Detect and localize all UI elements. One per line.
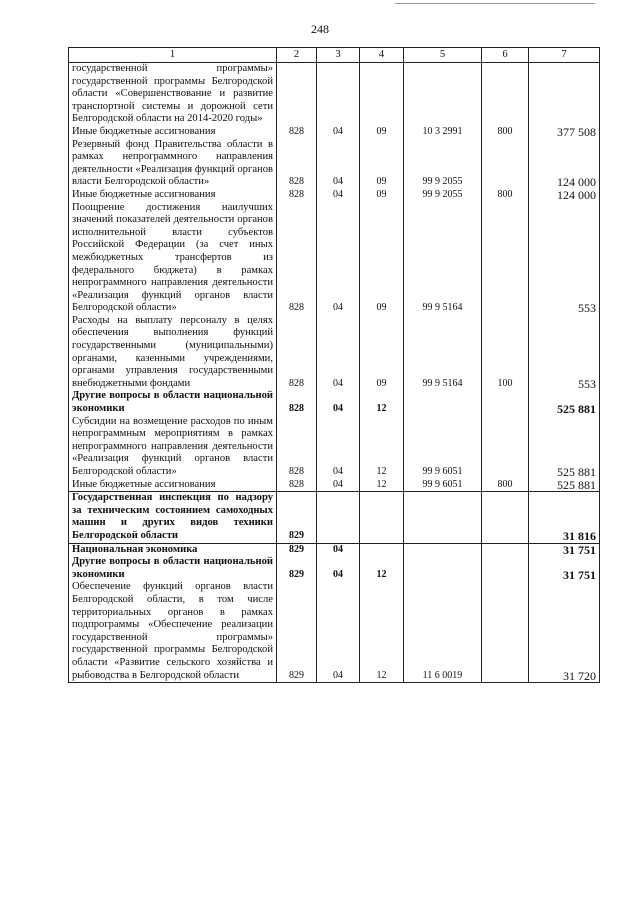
cell-target-article: 99 9 5164 bbox=[404, 315, 482, 391]
col-header-2: 2 bbox=[277, 48, 317, 63]
cell-subsection bbox=[360, 543, 404, 556]
cell-description: Поощрение достижения наилучших значений показателей деятельности органов исполнительной власти субъектов Российской Федерации (за счет иных межбюджетных трансфертов из федерального бюджета) в рамках непрограммного направления деятельности «Реализация функций органов власти Белгородской области» bbox=[69, 202, 277, 315]
table-row bbox=[69, 416, 600, 479]
cell-admin-code: 829 bbox=[277, 581, 317, 682]
cell-amount: 525 881 bbox=[529, 390, 600, 415]
cell-expense-type bbox=[482, 416, 529, 479]
table-row bbox=[69, 126, 600, 139]
cell-description: Обеспечение функций органов власти Белгородской области, в том числе территориальных органов в рамках подпрограммы «Обеспечение реализации государственной программы» государственной программы Белгородской области «Развитие сельского хозяйства и рыбоводства в Белгородской области bbox=[69, 581, 277, 682]
table-row bbox=[69, 315, 600, 391]
cell-section: 04 bbox=[317, 139, 360, 189]
col-header-1: 1 bbox=[69, 48, 277, 63]
header-row bbox=[69, 48, 600, 63]
col-header-5: 5 bbox=[404, 48, 482, 63]
cell-section bbox=[317, 63, 360, 126]
cell-expense-type bbox=[482, 202, 529, 315]
cell-admin-code: 829 bbox=[277, 543, 317, 556]
cell-target-article: 99 9 2055 bbox=[404, 189, 482, 202]
cell-description: Резервный фонд Правительства области в рамках непрограммного направления деятельности «Реализация функций органов власти Белгородской области» bbox=[69, 139, 277, 189]
table-row bbox=[69, 492, 600, 543]
cell-target-article: 99 9 2055 bbox=[404, 139, 482, 189]
cell-subsection: 09 bbox=[360, 139, 404, 189]
cell-subsection: 09 bbox=[360, 189, 404, 202]
cell-expense-type bbox=[482, 390, 529, 415]
cell-description: Другие вопросы в области национальной экономики bbox=[69, 390, 277, 415]
cell-admin-code: 829 bbox=[277, 492, 317, 543]
cell-admin-code bbox=[277, 63, 317, 126]
cell-subsection: 12 bbox=[360, 556, 404, 581]
cell-amount: 31 816 bbox=[529, 492, 600, 543]
cell-target-article bbox=[404, 556, 482, 581]
cell-admin-code: 828 bbox=[277, 315, 317, 391]
col-header-3: 3 bbox=[317, 48, 360, 63]
cell-subsection: 12 bbox=[360, 416, 404, 479]
cell-admin-code: 828 bbox=[277, 416, 317, 479]
cell-admin-code: 828 bbox=[277, 189, 317, 202]
cell-amount: 31 751 bbox=[529, 556, 600, 581]
cell-description: государственной программы» государственной программы Белгородской области «Совершенствование и развитие транспортной системы и дорожной сети Белгородской области на 2014-2020 годы» bbox=[69, 63, 277, 126]
cell-admin-code: 828 bbox=[277, 126, 317, 139]
col-header-4: 4 bbox=[360, 48, 404, 63]
cell-description: Государственная инспекция по надзору за техническим состоянием самоходных машин и других видов техники Белгородской области bbox=[69, 492, 277, 543]
cell-amount: 124 000 bbox=[529, 189, 600, 202]
cell-target-article bbox=[404, 492, 482, 543]
cell-expense-type: 100 bbox=[482, 315, 529, 391]
col-header-6: 6 bbox=[482, 48, 529, 63]
cell-amount: 553 bbox=[529, 315, 600, 391]
cell-target-article bbox=[404, 63, 482, 126]
cell-section bbox=[317, 492, 360, 543]
cell-amount: 31 720 bbox=[529, 581, 600, 682]
cell-description: Иные бюджетные ассигнования bbox=[69, 126, 277, 139]
cell-admin-code: 829 bbox=[277, 556, 317, 581]
table-row bbox=[69, 63, 600, 126]
cell-description: Расходы на выплату персоналу в целях обеспечения выполнения функций государственными (муниципальными) органами, казенными учреждениями, органами управления государственными внебюджетными фондами bbox=[69, 315, 277, 391]
cell-subsection: 09 bbox=[360, 315, 404, 391]
cell-section: 04 bbox=[317, 126, 360, 139]
cell-amount: 377 508 bbox=[529, 126, 600, 139]
table-row bbox=[69, 556, 600, 581]
cell-admin-code: 828 bbox=[277, 479, 317, 492]
budget-table bbox=[68, 47, 600, 683]
cell-description: Другие вопросы в области национальной экономики bbox=[69, 556, 277, 581]
cell-target-article: 10 3 2991 bbox=[404, 126, 482, 139]
cell-expense-type: 800 bbox=[482, 126, 529, 139]
cell-amount: 553 bbox=[529, 202, 600, 315]
table-row bbox=[69, 139, 600, 189]
cell-expense-type: 800 bbox=[482, 479, 529, 492]
cell-section: 04 bbox=[317, 416, 360, 479]
cell-amount: 124 000 bbox=[529, 139, 600, 189]
table-row bbox=[69, 189, 600, 202]
cell-subsection bbox=[360, 63, 404, 126]
cell-section: 04 bbox=[317, 581, 360, 682]
cell-section: 04 bbox=[317, 315, 360, 391]
cell-expense-type bbox=[482, 581, 529, 682]
table-row bbox=[69, 479, 600, 492]
cell-amount: 31 751 bbox=[529, 543, 600, 556]
cell-amount bbox=[529, 63, 600, 126]
cell-expense-type bbox=[482, 543, 529, 556]
cell-section: 04 bbox=[317, 202, 360, 315]
cell-subsection: 12 bbox=[360, 479, 404, 492]
cell-admin-code: 828 bbox=[277, 139, 317, 189]
cell-target-article: 99 9 5164 bbox=[404, 202, 482, 315]
cell-section: 04 bbox=[317, 390, 360, 415]
cell-subsection: 12 bbox=[360, 581, 404, 682]
cell-section: 04 bbox=[317, 556, 360, 581]
cell-expense-type bbox=[482, 556, 529, 581]
cell-admin-code: 828 bbox=[277, 390, 317, 415]
cell-section: 04 bbox=[317, 189, 360, 202]
cell-description: Национальная экономика bbox=[69, 543, 277, 556]
cell-subsection bbox=[360, 492, 404, 543]
table-row bbox=[69, 581, 600, 682]
cell-expense-type bbox=[482, 139, 529, 189]
cell-expense-type bbox=[482, 63, 529, 126]
cell-target-article: 99 9 6051 bbox=[404, 416, 482, 479]
cell-subsection: 09 bbox=[360, 126, 404, 139]
cell-target-article bbox=[404, 543, 482, 556]
table-row bbox=[69, 202, 600, 315]
cell-description: Иные бюджетные ассигнования bbox=[69, 479, 277, 492]
cell-target-article bbox=[404, 390, 482, 415]
page-number: 248 bbox=[311, 22, 329, 36]
cell-target-article: 99 9 6051 bbox=[404, 479, 482, 492]
cell-admin-code: 828 bbox=[277, 202, 317, 315]
table-row bbox=[69, 390, 600, 415]
cell-target-article: 11 6 0019 bbox=[404, 581, 482, 682]
cell-description: Иные бюджетные ассигнования bbox=[69, 189, 277, 202]
cell-description: Субсидии на возмещение расходов по иным непрограммным мероприятиям в рамках непрограммного направления деятельности «Реализация функций органов власти Белгородской области» bbox=[69, 416, 277, 479]
cell-section: 04 bbox=[317, 543, 360, 556]
cell-subsection: 12 bbox=[360, 390, 404, 415]
cell-expense-type: 800 bbox=[482, 189, 529, 202]
cell-amount: 525 881 bbox=[529, 416, 600, 479]
cell-amount: 525 881 bbox=[529, 479, 600, 492]
top-edge-rule bbox=[395, 3, 595, 4]
cell-expense-type bbox=[482, 492, 529, 543]
col-header-7: 7 bbox=[529, 48, 600, 63]
cell-section: 04 bbox=[317, 479, 360, 492]
cell-subsection: 09 bbox=[360, 202, 404, 315]
table-row bbox=[69, 543, 600, 556]
